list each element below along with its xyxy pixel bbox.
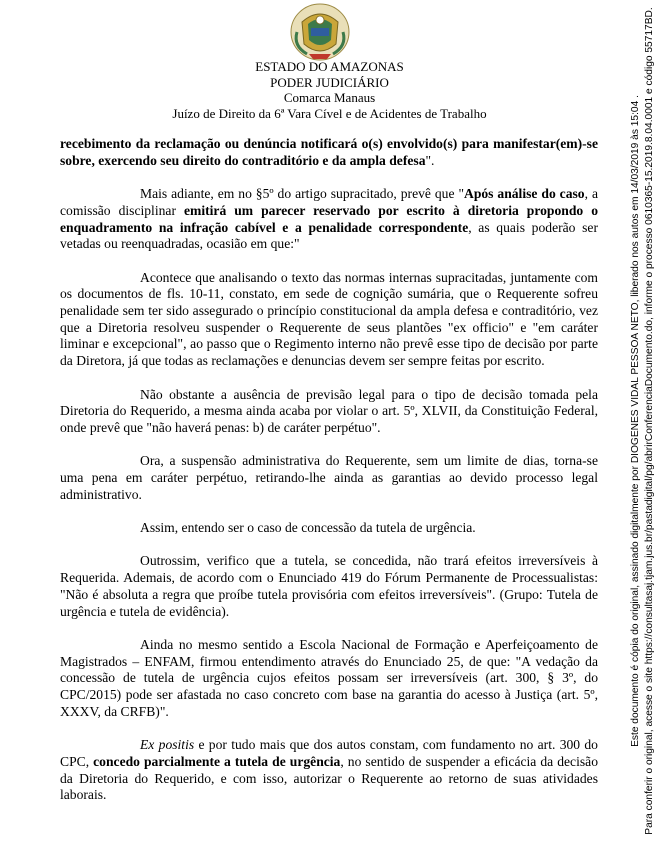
- paragraph-5: Ora, a suspensão administrativa do Requerente, sem um limite de dias, torna-se uma pena em caráter perpétuo, retirando-lhe ainda as garantias ao devido processo legal administrativo.: [60, 453, 598, 502]
- paragraph-2-text-1: Mais adiante, em no §5º do artigo supracitado, prevê que ": [140, 186, 464, 202]
- digital-signature-sidebar: [604, 0, 659, 842]
- coat-of-arms-icon: [289, 2, 351, 62]
- header-judiciary: PODER JUDICIÁRIO: [270, 74, 389, 90]
- header-court: Juízo de Direito da 6ª Vara Cível e de Acidentes de Trabalho: [172, 105, 487, 121]
- paragraph-9: [60, 737, 598, 804]
- document-body: [60, 136, 598, 821]
- signature-notice: Este documento é cópia do original, assinado digitalmente por DIOGENES VIDAL PESSOA NETO, liberado nos autos em 14/03/2019 às 15:04 .: [630, 95, 641, 747]
- verification-notice: Para conferir o original, acesse o site https://consultasaj.tjam.jus.br/pastadigital/pg/abrirConferenciaDocumento.do, informe o processo 0610365-15.2019.8.04.0001 e código 55717BD.: [644, 7, 655, 835]
- paragraph-2-bold-1: Após análise do caso: [464, 186, 585, 202]
- paragraph-9-italic: Ex positis: [140, 737, 195, 753]
- paragraph-4: Não obstante a ausência de previsão legal para o tipo de decisão tomada pela Diretoria do Requerido, a mesma ainda acaba por violar o art. 5º, XLVII, da Constituição Federal, onde prevê que "não haverá penas: b) de caráter perpétuo".: [60, 386, 598, 435]
- paragraph-2-text-3: , as quais poderão ser vetadas ou reenquadradas, ocasião em que:": [60, 219, 598, 252]
- paragraph-9-text-1: e por tudo mais que dos autos constam, com fundamento no art. 300 do CPC,: [60, 737, 598, 769]
- paragraph-2-text-2: , a comissão disciplinar: [60, 186, 598, 218]
- paragraph-9-text-2: , no sentido de suspender a eficácia da decisão da Diretoria do Requerido, e com isso, autorizar o Requerente ao retorno de suas atividades laborais.: [60, 753, 598, 803]
- paragraph-2: [60, 186, 598, 253]
- paragraph-1-text: ".: [425, 152, 435, 168]
- paragraph-8: Ainda no mesmo sentido a Escola Nacional de Formação e Aperfeiçoamento de Magistrados – ENFAM, firmou entendimento através do Enunciado 25, de que: "A vedação da concessão de tutela de urgência cujos efeitos possam ser irreversíveis (art. 300, § 3º, do CPC/2015) pode ser afastada no caso concreto com base na garantia do acesso à Justiça (art. 5º, XXXV, da CRFB)".: [60, 636, 598, 719]
- paragraph-1: [60, 136, 598, 169]
- paragraph-2-bold-2: emitirá um parecer reservado por escrito à diretoria propondo o enquadramento na infração cabível e a penalidade correspondente: [60, 202, 598, 235]
- paragraph-3: Acontece que analisando o texto das normas internas supracitadas, juntamente com os documentos de fls. 10-11, constato, em sede de cognição sumária, que o Requerente sofreu penalidade sem ter sido assegurado o princípio constitucional da ampla defesa e contraditório, vez que a Diretoria resolveu suspender o Requerente de seus plantões "ex officio" e "em caráter liminar e excepcional", ao passo que o Regimento interno não prevê esse tipo de decisão por parte da Diretora, já que todas as reclamações e denuncias devem ser sempre feitas por escrito.: [60, 269, 598, 369]
- header-state: ESTADO DO AMAZONAS: [255, 59, 404, 74]
- document-header: [0, 59, 659, 121]
- paragraph-7: Outrossim, verifico que a tutela, se concedida, não trará efeitos irreversíveis à Requerida. Ademais, de acordo com o Enunciado 419 do Fórum Permanente de Processualistas: "Não é absoluta a regra que proíbe tutela provisória com efeitos irreversíveis". (Grupo: Tutela de urgência e tutela de evidência).: [60, 553, 598, 619]
- paragraph-1-bold: recebimento da reclamação ou denúncia notificará o(s) envolvido(s) para manifestar(em)-se sobre, exercendo seu direito do contraditório e da ampla defesa: [60, 136, 598, 168]
- paragraph-9-bold: concedo parcialmente a tutela de urgência: [93, 753, 341, 769]
- header-district: Comarca Manaus: [283, 90, 376, 105]
- paragraph-6: Assim, entendo ser o caso de concessão da tutela de urgência.: [140, 520, 476, 536]
